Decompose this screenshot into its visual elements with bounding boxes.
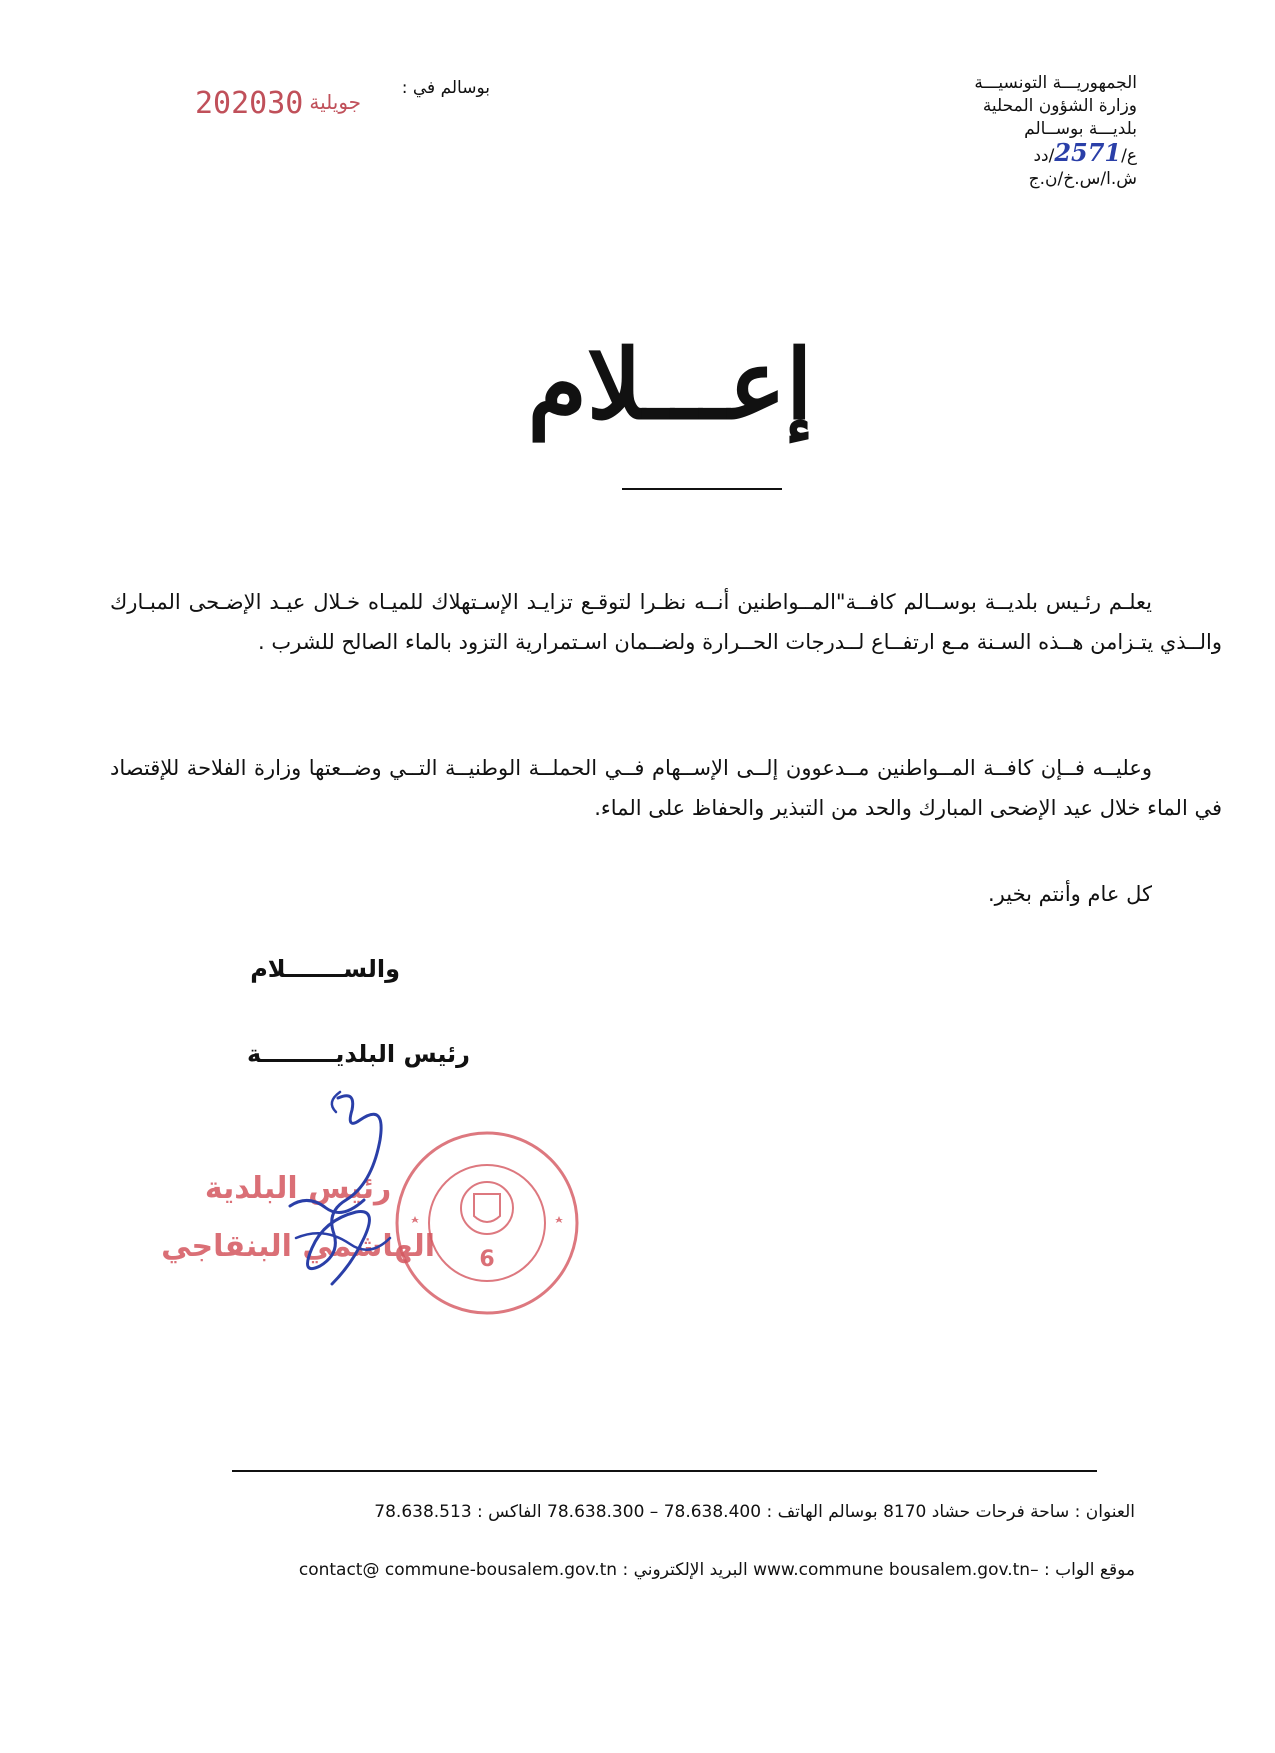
- email-link[interactable]: contact@ commune-bousalem.gov.tn: [298, 1560, 618, 1580]
- municipality-name: بلديـــة بوســالم: [1024, 119, 1137, 139]
- fax-number: 78.638.513: [374, 1502, 472, 1522]
- footer-divider: [232, 1470, 1097, 1472]
- reference-suffix: /دد: [1033, 146, 1055, 166]
- place-label: بوسالم في :: [401, 78, 490, 98]
- document-title: إعـــلام: [527, 328, 813, 441]
- date-year: 2020: [195, 86, 268, 121]
- address-label: العنوان :: [1074, 1502, 1135, 1522]
- website-label: موقع الواب :: [1043, 1560, 1135, 1580]
- body-paragraph-2: وعليــه فــإن كافــة المــواطنين مــدعوون إلــى الإســهام فــي الحملــة الوطنيــة التــي وضــعتها وزارة الفلاحة للإقتصاد في الماء خلال عيد الإضحى المبارك والحد من التبذير والحفاظ على الماء.: [110, 756, 1222, 820]
- address-value: ساحة فرحات حشاد 8170 بوسالم: [828, 1502, 1070, 1522]
- date-day: 30: [267, 86, 304, 121]
- email-label: البريد الإلكتروني :: [622, 1560, 748, 1580]
- title-underline: [622, 488, 782, 490]
- reference-number: [837, 138, 1137, 168]
- signature-icon: [268, 1088, 428, 1293]
- body-paragraph-1: يعلـم رئـيس بلديــة بوســالم كافــة"المــواطنين أنــه نظـرا لتوقـع تزايـد الإسـتهلاك للميـاه خـلال عيـد الإضـحى المبـارك والــذي يتـزامن هــذه السـنة مـع ارتفــاع لــدرجات الحــرارة ولضــمان اسـتمرارية التزود بالماء الصالح للشرب .: [110, 590, 1222, 654]
- country-name: الجمهوريـــة التونسيـــة: [974, 73, 1137, 93]
- fax-label: الفاكس :: [477, 1502, 542, 1522]
- seal-number: 6: [479, 1247, 495, 1272]
- footer-address-line: [180, 1502, 1135, 1522]
- letterhead: [837, 72, 1137, 191]
- footer-web-line: [180, 1560, 1135, 1580]
- body-paragraph-3: كل عام وأنتم بخير.: [988, 882, 1152, 906]
- reference-handwritten: 2571: [1054, 138, 1122, 167]
- department-code: ش.ا/س.خ/ن.ج: [1028, 169, 1137, 189]
- website-link[interactable]: www.commune bousalem.gov.tn–: [753, 1560, 1039, 1580]
- ministry-name: وزارة الشؤون المحلية: [982, 96, 1137, 116]
- phone-numbers: 78.638.300 – 78.638.400: [547, 1502, 762, 1522]
- name-stamp-title: رئيس البلدية: [204, 1171, 392, 1206]
- closing-salutation: والســـــــلام: [250, 955, 400, 983]
- signatory-title: رئيس البلديـــــــــة: [247, 1040, 470, 1068]
- date-month: جويلية: [309, 90, 362, 114]
- date-stamp: [195, 86, 367, 121]
- phone-label: الهاتف :: [766, 1502, 823, 1522]
- name-stamp-name: الهاشمي البنقاجي: [161, 1229, 435, 1264]
- reference-prefix: ع/: [1121, 146, 1137, 166]
